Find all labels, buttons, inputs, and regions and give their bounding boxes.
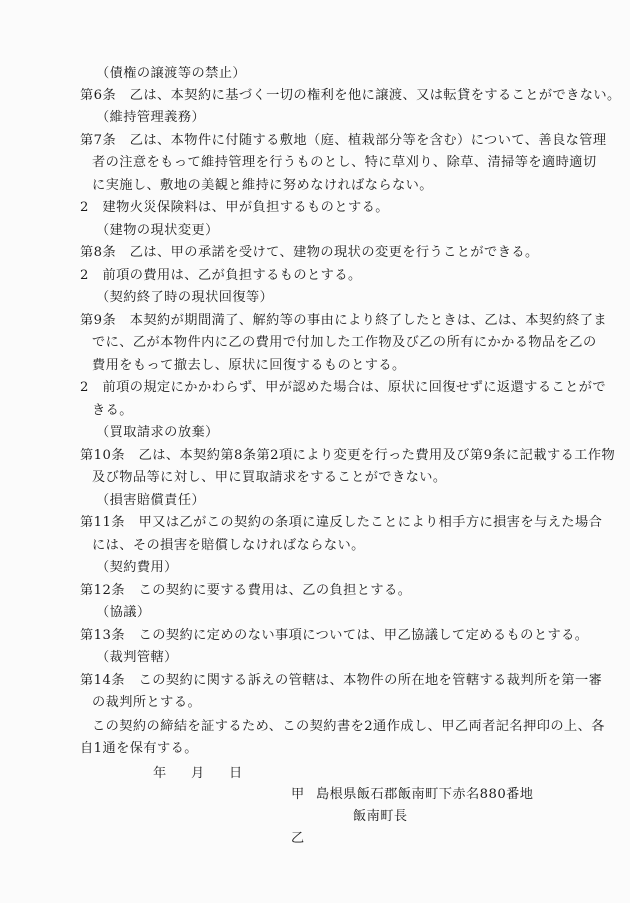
article-11-text-line1: 第11条 甲又は乙がこの契約の条項に違反したことにより相手方に損害を与えた場合 (80, 515, 603, 530)
article-11-heading: （損害賠償責任） (96, 493, 206, 508)
article-7-text-line1: 第7条 乙は、本物件に付随する敷地（庭、植栽部分等を含む）について、善良な管理 (80, 133, 607, 148)
article-8-text: 第8条 乙は、甲の承諾を受けて、建物の現状の変更を行うことができる。 (80, 245, 539, 260)
article-10-text-line2: 及び物品等に対し、甲に買取請求をすることができない。 (92, 470, 447, 485)
article-8-heading: （建物の現状変更） (96, 223, 219, 238)
article-14-text-line1: 第14条 この契約に関する訴えの管轄は、本物件の所在地を管轄する裁判所を第一審 (80, 673, 603, 688)
article-11-text-line2: には、その損害を賠償しなければならない。 (92, 538, 365, 553)
closing-statement-line1: この契約の締結を証するため、この契約書を2通作成し、甲乙両者記名押印の上、各 (92, 719, 605, 734)
article-9-paragraph-2-line2: きる。 (92, 403, 133, 418)
date-day-label: 日 (229, 766, 243, 781)
article-14-text-line2: の裁判所とする。 (92, 695, 202, 710)
article-10-heading: （買取請求の放棄） (96, 425, 219, 440)
article-9-text-line2: でに、乙が本物件内に乙の費用で付加した工作物及び乙の所有にかかる物品を乙の (92, 335, 597, 350)
article-7-paragraph-2: 2 建物火災保険料は、甲が負担するものとする。 (80, 200, 389, 215)
article-7-heading: （維持管理義務） (96, 110, 206, 125)
party-b-label: 乙 (291, 831, 305, 846)
article-14-heading: （裁判管轄） (96, 650, 178, 665)
article-9-text-line1: 第9条 本契約が期間満了、解約等の事由により終了したときは、乙は、本契約終了ま (80, 313, 608, 328)
article-13-heading: （協議） (96, 605, 151, 620)
article-7-text-line2: 者の注意をもって維持管理を行うものとし、特に草刈り、除草、清掃等を適時適切 (92, 155, 597, 170)
party-a-address: 島根県飯石郡飯南町下赤名880番地 (316, 787, 534, 802)
article-8-paragraph-2: 2 前項の費用は、乙が負担するものとする。 (80, 268, 362, 283)
date-year-label: 年 (153, 766, 167, 781)
article-10-text-line1: 第10条 乙は、本契約第8条第2項により変更を行った費用及び第9条に記載する工作物 (80, 448, 616, 463)
article-12-text: 第12条 この契約に要する費用は、乙の負担とする。 (80, 583, 412, 598)
article-13-text: 第13条 この契約に定めのない事項については、甲乙協議して定めるものとする。 (80, 628, 589, 643)
article-12-heading: （契約費用） (96, 560, 178, 575)
article-9-paragraph-2-line1: 2 前項の規定にかかわらず、甲が認めた場合は、原状に回復せずに返還することがで (80, 380, 607, 395)
party-a-label: 甲 (291, 787, 305, 802)
party-a-title: 飯南町長 (353, 809, 408, 824)
article-9-text-line3: 費用をもって撤去し、原状に回復するものとする。 (92, 358, 406, 373)
article-7-text-line3: に実施し、敷地の美観と維持に努めなければならない。 (92, 178, 433, 193)
article-6-heading: （債権の譲渡等の禁止） (96, 66, 247, 81)
date-month-label: 月 (191, 766, 205, 781)
closing-statement-line2: 自1通を保有する。 (80, 741, 198, 756)
article-6-text: 第6条 乙は、本契約に基づく一切の権利を他に譲渡、又は転貸をすることができない。 (80, 88, 621, 103)
article-9-heading: （契約終了時の現状回復等） (96, 290, 274, 305)
